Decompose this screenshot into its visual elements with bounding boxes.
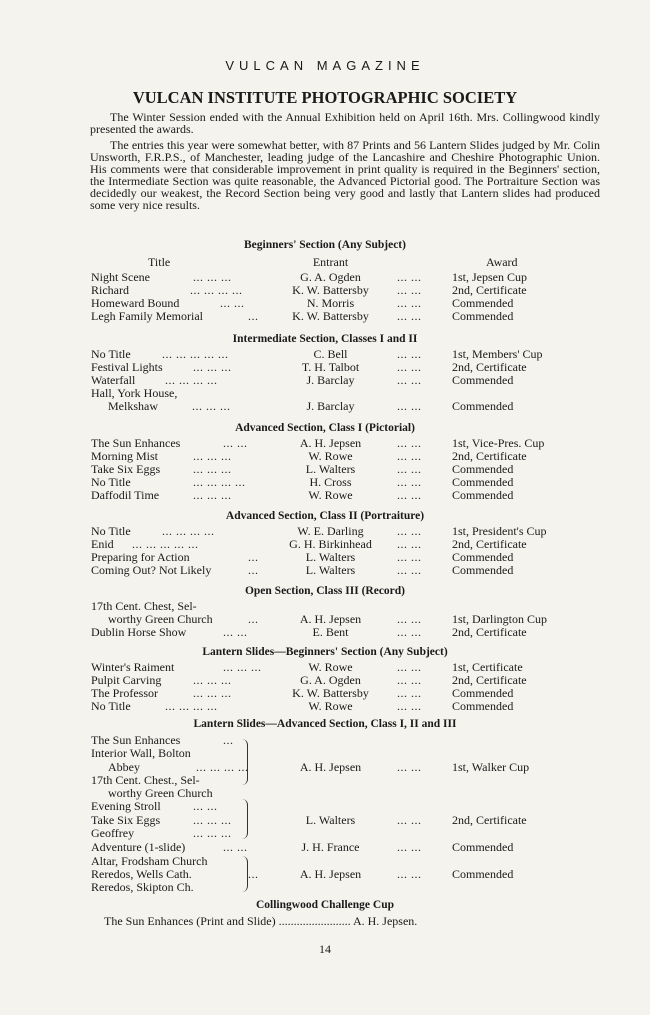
column-header-entrant: Entrant — [312, 255, 349, 269]
entry-entrant: W. Rowe — [308, 699, 353, 713]
entry-award: 2nd, Certificate — [452, 283, 527, 297]
leader-dots: ... ... ... — [193, 826, 232, 840]
leader-dots: ... ... — [397, 347, 422, 361]
leader-dots: ... ... — [397, 373, 422, 387]
entry-award: Commended — [452, 373, 514, 387]
leader-dots: ... ... — [397, 840, 422, 854]
entry-entrant: N. Morris — [306, 296, 355, 310]
entry-title: Waterfall — [91, 373, 136, 387]
leader-dots: ... ... — [397, 270, 422, 284]
entry-award: Commended — [452, 475, 514, 489]
leader-dots: ... ... ... ... ... — [132, 537, 199, 551]
entry-title: Coming Out? Not Likely — [91, 563, 212, 577]
entry-entrant: L. Walters — [305, 550, 356, 564]
leader-dots: ... ... ... — [193, 270, 232, 284]
table-row — [0, 310, 650, 323]
entry-award: Commended — [452, 550, 514, 564]
leader-dots: ... — [248, 550, 259, 564]
intro-paragraph-2: The entries this year were somewhat better, with 87 Prints and 56 Lantern Slides judged by Mr. Colin Unsworth, F.R.P.S., of Manchester, leading judge of the Lancashire and Cheshire Photographic Union. His comments were that considerable improvement in print quality is required in the Beginners' section, the Intermediate Section was quite reasonable, the Advanced Pictorial good. The Portraiture Section was decidedly our weakest, the Record Section being very good and lastly that Lantern slides had produced some very nice results. — [90, 138, 600, 212]
entry-title: 17th Cent. Chest, Sel- — [91, 599, 197, 613]
leader-dots: ... ... ... ... — [193, 475, 246, 489]
entry-entrant: K. W. Battersby — [292, 309, 369, 323]
entry-entrant: K. W. Battersby — [292, 283, 369, 297]
table-row — [0, 774, 650, 787]
intro-paragraph-1: The Winter Session ended with the Annual Exhibition held on April 16th. Mrs. Collingwood kindly presented the awards. — [90, 110, 600, 136]
table-row — [0, 881, 650, 894]
entry-award: 2nd, Certificate — [452, 537, 527, 551]
entry-title: No Title — [91, 347, 131, 361]
leader-dots: ... ... — [397, 283, 422, 297]
bracket-walters — [242, 799, 248, 839]
leader-dots: ... ... ... ... — [196, 760, 249, 774]
entry-title: Daffodil Time — [91, 488, 160, 502]
leader-dots: ... ... ... ... ... — [162, 347, 229, 361]
entry-entrant: W. Rowe — [308, 660, 353, 674]
entry-title: Dublin Horse Show — [91, 625, 187, 639]
leader-dots: ... ... ... — [193, 686, 232, 700]
table-row — [0, 700, 650, 713]
leader-dots: ... — [248, 867, 259, 881]
leader-dots: ... ... — [397, 488, 422, 502]
entry-entrant: J. Barclay — [306, 373, 355, 387]
leader-dots: ... ... — [397, 673, 422, 687]
entry-entrant: E. Bent — [312, 625, 349, 639]
entry-title: Enid — [91, 537, 114, 551]
entry-title: Evening Stroll — [91, 799, 161, 813]
entry-entrant: A. H. Jepsen — [299, 760, 362, 774]
column-header-award: Award — [486, 255, 518, 269]
entry-title: The Sun Enhances — [91, 733, 181, 747]
entry-title: 17th Cent. Chest., Sel- — [91, 773, 200, 787]
entry-title: No Title — [91, 699, 131, 713]
entry-title: Reredos, Wells Cath. — [91, 867, 192, 881]
table-row — [0, 747, 650, 760]
leader-dots: ... — [223, 733, 234, 747]
entry-entrant: G. A. Ogden — [300, 673, 361, 687]
entry-entrant: A. H. Jepsen — [299, 612, 362, 626]
entry-entrant: L. Walters — [305, 462, 356, 476]
leader-dots: ... ... — [397, 399, 422, 413]
entry-title: Legh Family Memorial — [91, 309, 203, 323]
entry-title: Hall, York House, — [91, 386, 178, 400]
leader-dots: ... ... — [397, 625, 422, 639]
table-row — [0, 489, 650, 502]
entry-award: Commended — [452, 399, 514, 413]
entry-title: Take Six Eggs — [91, 813, 161, 827]
leader-dots: ... ... — [397, 813, 422, 827]
leader-dots: ... ... ... ... — [162, 524, 215, 538]
leader-dots: ... ... ... — [193, 462, 232, 476]
entry-entrant: G. A. Ogden — [300, 270, 361, 284]
section-heading-lantern-beginners: Lantern Slides—Beginners' Section (Any Subject) — [202, 646, 448, 658]
leader-dots: ... ... — [397, 309, 422, 323]
entry-entrant: L. Walters — [305, 563, 356, 577]
table-row — [0, 400, 650, 413]
entry-award: 2nd, Certificate — [452, 625, 527, 639]
leader-dots: ... ... — [223, 625, 248, 639]
bracket-jepsen — [242, 856, 248, 892]
entry-entrant: H. Cross — [309, 475, 352, 489]
leader-dots: ... ... — [223, 436, 248, 450]
section-heading-advanced-portraiture: Advanced Section, Class II (Portraiture) — [225, 510, 425, 522]
entry-title: Abbey — [108, 760, 140, 774]
magazine-header: VULCAN MAGAZINE — [225, 58, 425, 73]
leader-dots: ... ... — [397, 475, 422, 489]
entry-award: Commended — [452, 699, 514, 713]
entry-award: 1st, Walker Cup — [452, 760, 530, 774]
leader-dots: ... ... — [397, 699, 422, 713]
entry-award: Commended — [452, 296, 514, 310]
entry-award: 2nd, Certificate — [452, 813, 527, 827]
leader-dots: ... ... ... ... — [165, 699, 218, 713]
leader-dots: ... ... — [397, 296, 422, 310]
leader-dots: ... ... — [397, 660, 422, 674]
entry-entrant: G. H. Birkinhead — [289, 537, 372, 551]
leader-dots: ... ... — [397, 550, 422, 564]
section-heading-collingwood-cup: Collingwood Challenge Cup — [255, 899, 395, 911]
entry-entrant: C. Bell — [313, 347, 348, 361]
table-row — [0, 564, 650, 577]
entry-title: Take Six Eggs — [91, 462, 161, 476]
leader-dots: ... ... — [397, 537, 422, 551]
leader-dots: ... ... ... ... — [190, 283, 243, 297]
leader-dots: ... ... — [397, 449, 422, 463]
entry-title: worthy Green Church — [108, 786, 213, 800]
entry-award: Commended — [452, 488, 514, 502]
leader-dots: ... — [248, 612, 259, 626]
leader-dots: ... ... — [397, 760, 422, 774]
entry-title: Melkshaw — [108, 399, 158, 413]
entry-entrant: J. Barclay — [306, 399, 355, 413]
leader-dots: ... ... — [397, 867, 422, 881]
leader-dots: ... ... — [397, 686, 422, 700]
leader-dots: ... ... ... — [193, 488, 232, 502]
column-headers — [0, 256, 650, 269]
entry-entrant: T. H. Talbot — [301, 360, 360, 374]
entry-award: 2nd, Certificate — [452, 360, 527, 374]
entry-title: Reredos, Skipton Ch. — [91, 880, 194, 894]
entry-title: The Professor — [91, 686, 158, 700]
entry-title: No Title — [91, 475, 131, 489]
entry-award: Commended — [452, 462, 514, 476]
entry-award: 1st, Darlington Cup — [452, 612, 547, 626]
table-row — [0, 626, 650, 639]
section-heading-lantern-advanced: Lantern Slides—Advanced Section, Class I, II and III — [193, 718, 457, 730]
entry-entrant: A. H. Jepsen — [299, 436, 362, 450]
entry-award: Commended — [452, 563, 514, 577]
entry-award: 1st, Certificate — [452, 660, 523, 674]
table-row — [0, 827, 650, 840]
leader-dots: ... ... ... ... — [165, 373, 218, 387]
entry-title: Pulpit Carving — [91, 673, 162, 687]
entry-award: 1st, Members' Cup — [452, 347, 543, 361]
leader-dots: ... ... — [397, 524, 422, 538]
leader-dots: ... ... — [397, 436, 422, 450]
entry-title: Festival Lights — [91, 360, 163, 374]
leader-dots: ... ... ... — [193, 813, 232, 827]
entry-award: Commended — [452, 840, 514, 854]
leader-dots: ... ... — [223, 840, 248, 854]
leader-dots: ... — [248, 563, 259, 577]
entry-entrant: J. H. France — [301, 840, 360, 854]
column-header-title: Title — [148, 255, 171, 269]
leader-dots: ... ... ... — [193, 360, 232, 374]
entry-award: 1st, Vice-Pres. Cup — [452, 436, 545, 450]
section-heading-beginners: Beginners' Section (Any Subject) — [244, 239, 406, 251]
entry-entrant: W. E. Darling — [297, 524, 364, 538]
entry-title: Morning Mist — [91, 449, 159, 463]
table-row — [0, 800, 650, 813]
bracket-walker-cup — [242, 739, 248, 785]
leader-dots: ... ... ... — [193, 673, 232, 687]
entry-award: 2nd, Certificate — [452, 449, 527, 463]
section-heading-intermediate: Intermediate Section, Classes I and II — [232, 333, 418, 345]
entry-title: Winter's Raiment — [91, 660, 175, 674]
leader-dots: ... — [248, 309, 259, 323]
page-number: 14 — [319, 942, 331, 956]
entry-title: Interior Wall, Bolton — [91, 746, 191, 760]
entry-title: Homeward Bound — [91, 296, 180, 310]
table-row — [0, 841, 650, 854]
entry-entrant: W. Rowe — [308, 488, 353, 502]
entry-entrant: A. H. Jepsen — [299, 867, 362, 881]
section-heading-open-record: Open Section, Class III (Record) — [244, 585, 406, 597]
entry-award: 1st, President's Cup — [452, 524, 547, 538]
entry-award: Commended — [452, 309, 514, 323]
leader-dots: ... ... — [193, 799, 218, 813]
leader-dots: ... ... — [397, 360, 422, 374]
leader-dots: ... ... — [220, 296, 245, 310]
section-heading-advanced-pictorial: Advanced Section, Class I (Pictorial) — [235, 422, 415, 434]
leader-dots: ... ... ... — [192, 399, 231, 413]
entry-award: 1st, Jepsen Cup — [452, 270, 527, 284]
leader-dots: ... ... ... — [223, 660, 262, 674]
entry-award: Commended — [452, 867, 514, 881]
entry-title: Preparing for Action — [91, 550, 190, 564]
entry-award: 2nd, Certificate — [452, 673, 527, 687]
entry-entrant: W. Rowe — [308, 449, 353, 463]
entry-title: Richard — [91, 283, 129, 297]
entry-title: Adventure (1-slide) — [91, 840, 186, 854]
entry-entrant: K. W. Battersby — [292, 686, 369, 700]
leader-dots: ... ... ... — [193, 449, 232, 463]
leader-dots: ... ... — [397, 563, 422, 577]
leader-dots: ... ... — [397, 462, 422, 476]
entry-title: Altar, Frodsham Church — [91, 854, 208, 868]
entry-title: No Title — [91, 524, 131, 538]
entry-title: Geoffrey — [91, 826, 135, 840]
entry-title: Night Scene — [91, 270, 150, 284]
entry-title: worthy Green Church — [108, 612, 213, 626]
leader-dots: ... ... — [397, 612, 422, 626]
intro-text — [90, 111, 600, 211]
entry-title: The Sun Enhances — [91, 436, 181, 450]
entry-award: Commended — [452, 686, 514, 700]
collingwood-cup-winner: The Sun Enhances (Print and Slide) ........................ A. H. Jepsen. — [104, 914, 418, 928]
article-title: VULCAN INSTITUTE PHOTOGRAPHIC SOCIETY — [132, 88, 518, 107]
entry-entrant: L. Walters — [305, 813, 356, 827]
